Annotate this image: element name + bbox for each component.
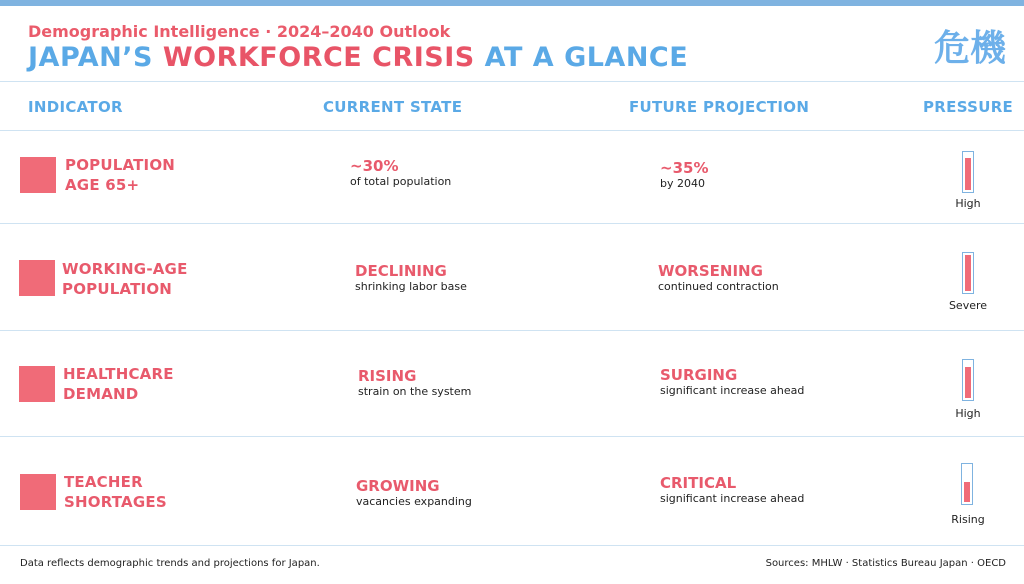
indicator-swatch <box>19 260 55 296</box>
current-note: shrinking labor base <box>355 280 467 293</box>
pressure-gauge <box>962 151 974 193</box>
column-header-pressure: PRESSURE <box>923 98 1014 116</box>
footer-note: Data reflects demographic trends and projections for Japan. <box>20 558 320 569</box>
indicator-line1: WORKING-AGE <box>62 260 188 278</box>
current-note: of total population <box>350 175 452 188</box>
top-accent-bar <box>0 0 1024 6</box>
title-accent: WORKFORCE CRISIS <box>162 42 475 73</box>
pressure-label: High <box>955 197 981 210</box>
table-row <box>0 331 1024 436</box>
column-header-future: FUTURE PROJECTION <box>629 98 810 116</box>
current-value: GROWING <box>356 477 440 495</box>
future-note: by 2040 <box>660 177 705 190</box>
pressure-fill <box>964 482 970 502</box>
current-value: RISING <box>358 367 417 385</box>
title-part1: JAPAN’S <box>28 42 163 73</box>
future-value: ~35% <box>660 159 709 177</box>
future-note: significant increase ahead <box>660 492 805 505</box>
current-note: strain on the system <box>358 385 472 398</box>
indicator-swatch <box>20 474 56 510</box>
pressure-fill <box>965 158 971 190</box>
indicator-swatch <box>20 157 56 193</box>
indicator-label <box>64 472 167 512</box>
indicator-label <box>65 155 175 195</box>
indicator-line2: AGE 65+ <box>65 176 140 194</box>
pressure-label: Severe <box>948 299 988 312</box>
current-note: vacancies expanding <box>356 495 472 508</box>
future-note: significant increase ahead <box>660 384 805 397</box>
kanji-crisis-mark: 危機 <box>933 28 1006 69</box>
header-divider <box>0 81 1024 82</box>
row-divider <box>0 545 1024 546</box>
column-header-current: CURRENT STATE <box>323 98 463 116</box>
header-eyebrow: Demographic Intelligence · 2024–2040 Outlook <box>28 22 451 41</box>
footer-sources: Sources: MHLW · Statistics Bureau Japan · OECD <box>765 558 1006 569</box>
table-row <box>0 131 1024 223</box>
indicator-label <box>63 364 174 404</box>
current-value: DECLINING <box>355 262 447 280</box>
indicator-swatch <box>19 366 55 402</box>
pressure-gauge <box>961 463 973 505</box>
table-row <box>0 437 1024 545</box>
column-header-indicator: INDICATOR <box>28 98 123 116</box>
current-value: ~30% <box>350 157 399 175</box>
future-value: CRITICAL <box>660 474 737 492</box>
indicator-label <box>62 259 188 299</box>
indicator-line1: POPULATION <box>65 156 176 174</box>
indicator-line2: DEMAND <box>63 385 139 403</box>
page-title <box>28 42 688 73</box>
pressure-label: Rising <box>951 513 985 526</box>
indicator-line1: HEALTHCARE <box>63 365 174 383</box>
indicator-line1: TEACHER <box>64 473 143 491</box>
pressure-gauge <box>962 252 974 294</box>
table-row <box>0 224 1024 330</box>
future-value: WORSENING <box>658 262 763 280</box>
title-part2: AT A GLANCE <box>474 42 689 73</box>
future-note: continued contraction <box>658 280 779 293</box>
pressure-label: High <box>955 407 981 420</box>
pressure-fill <box>965 255 971 291</box>
indicator-line2: SHORTAGES <box>64 493 167 511</box>
indicator-line2: POPULATION <box>62 280 173 298</box>
pressure-gauge <box>962 359 974 401</box>
pressure-fill <box>965 367 971 398</box>
future-value: SURGING <box>660 366 738 384</box>
